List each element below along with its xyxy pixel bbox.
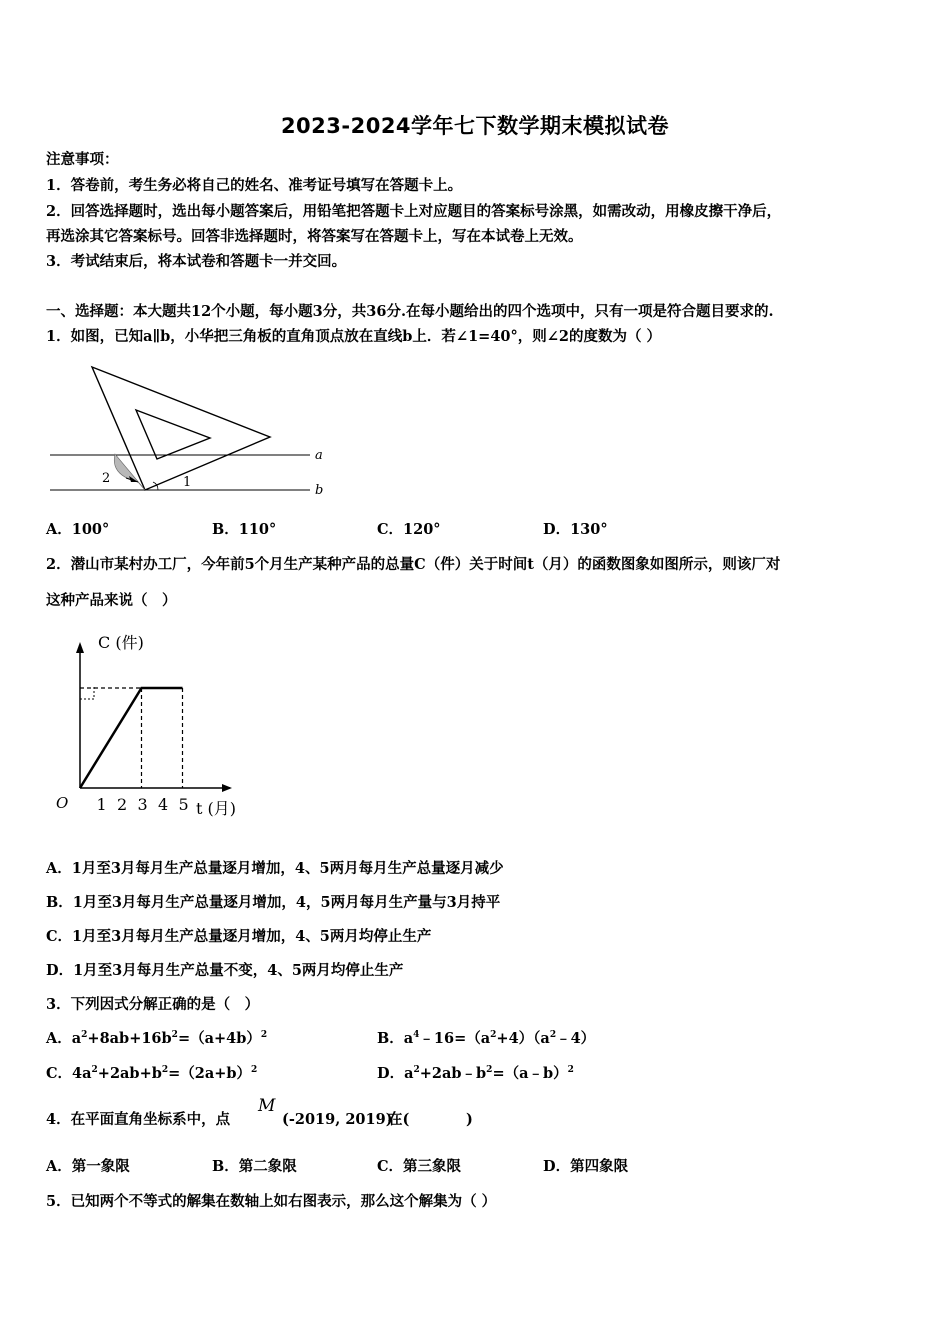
q4-option-d: D．第四象限 (543, 1158, 629, 1175)
label-b: b (315, 483, 324, 498)
q1-option-c: C．120° (377, 521, 441, 538)
q2-chart (50, 628, 260, 828)
q2-stem-1: 2．潜山市某村办工厂，今年前5个月生产某种产品的总量C（件）关于时间t（月）的函数图象如图所示，则该厂对 (46, 556, 781, 573)
triangle-inner (136, 410, 210, 459)
q4-option-c: C．第三象限 (377, 1158, 462, 1175)
angle2-shade (114, 454, 145, 490)
y-axis-arrow (76, 642, 84, 653)
q4-option-a: A．第一象限 (46, 1158, 130, 1175)
q4-paren-close: ) (466, 1111, 473, 1128)
q1-figure (40, 355, 340, 505)
x-tick-label-4: 4 (158, 795, 169, 814)
q4-tail: 在( (388, 1111, 410, 1128)
label-angle2: 2 (102, 471, 111, 486)
q3-option-c: C．$4a^2+2ab+b^2=(2a+b)^2$ (46, 1065, 258, 1082)
q1-stem: 1．如图，已知a∥b，小华把三角板的直角顶点放在直线b上．若∠1=40°，则∠2的度数为（ ） (46, 328, 662, 345)
label-a: a (315, 448, 323, 463)
x-axis-arrow (222, 784, 232, 792)
label-angle1: 1 (183, 475, 192, 490)
y-axis-label: C (件) (98, 633, 144, 652)
x-tick-label-5: 5 (178, 795, 189, 814)
x-tick-label-3: 3 (137, 795, 148, 814)
x-tick-label-1: 1 (96, 795, 107, 814)
page-title: 2023-2024学年七下数学期末模拟试卷 (280, 114, 670, 138)
q3-option-b: B．$a^4﹣16=(a^2+4)(a^2﹣4)$ (377, 1030, 596, 1047)
q4-coords: (-2019, 2019) (282, 1111, 393, 1128)
q4-stem: 4．在平面直角坐标系中，点 (46, 1111, 231, 1128)
q3-stem: 3．下列因式分解正确的是（ ） (46, 996, 260, 1013)
q1-option-b: B．110° (212, 521, 277, 538)
q1-option-a: A．100° (46, 521, 110, 538)
q2-option-b: B．1月至3月每月生产总量逐月增加，4，5两月每月生产量与3月持平 (46, 894, 501, 911)
x-axis-label: t (月) (196, 799, 237, 818)
notes-heading: 注意事项： (46, 151, 119, 168)
q3-option-d: D．$a^2+2ab﹣b^2=(a﹣b)^2$ (377, 1065, 574, 1082)
note-item-1: 1．答卷前，考生务必将自己的姓名、准考证号填写在答题卡上。 (46, 177, 463, 194)
q2-option-d: D．1月至3月每月生产总量不变，4、5两月均停止生产 (46, 962, 404, 979)
x-tick-label-2: 2 (117, 795, 128, 814)
note-item-3: 3．考试结束后，将本试卷和答题卡一并交回。 (46, 253, 347, 270)
q3-option-a: A．$a^2+8ab+16b^2=(a+4b)^2$ (46, 1030, 268, 1047)
q1-option-d: D．130° (543, 521, 608, 538)
q4-option-b: B．第二象限 (212, 1158, 297, 1175)
series-line-c (80, 688, 183, 788)
q4-point-label: M (258, 1096, 276, 1116)
note-item-2: 2．回答选择题时，选出每小题答案后，用铅笔把答题卡上对应题目的答案标号涂黑，如需改动，用橡皮擦干净后， (46, 203, 782, 220)
origin-label: O (56, 794, 69, 812)
note-item-2-cont: 再选涂其它答案标号。回答非选择题时，将答案写在答题卡上，写在本试卷上无效。 (46, 228, 583, 245)
q2-option-a: A．1月至3月每月生产总量逐月增加，4、5两月每月生产总量逐月减少 (46, 860, 504, 877)
section-1-heading: 一、选择题：本大题共12个小题，每小题3分，共36分.在每小题给出的四个选项中，只有一项是符合题目要求的. (46, 303, 774, 320)
q5-stem: 5．已知两个不等式的解集在数轴上如右图表示，那么这个解集为（ ） (46, 1193, 497, 1210)
initial-marker (80, 687, 94, 699)
q2-stem-2: 这种产品来说（ ） (46, 592, 177, 609)
q2-option-c: C．1月至3月每月生产总量逐月增加，4、5两月均停止生产 (46, 928, 432, 945)
